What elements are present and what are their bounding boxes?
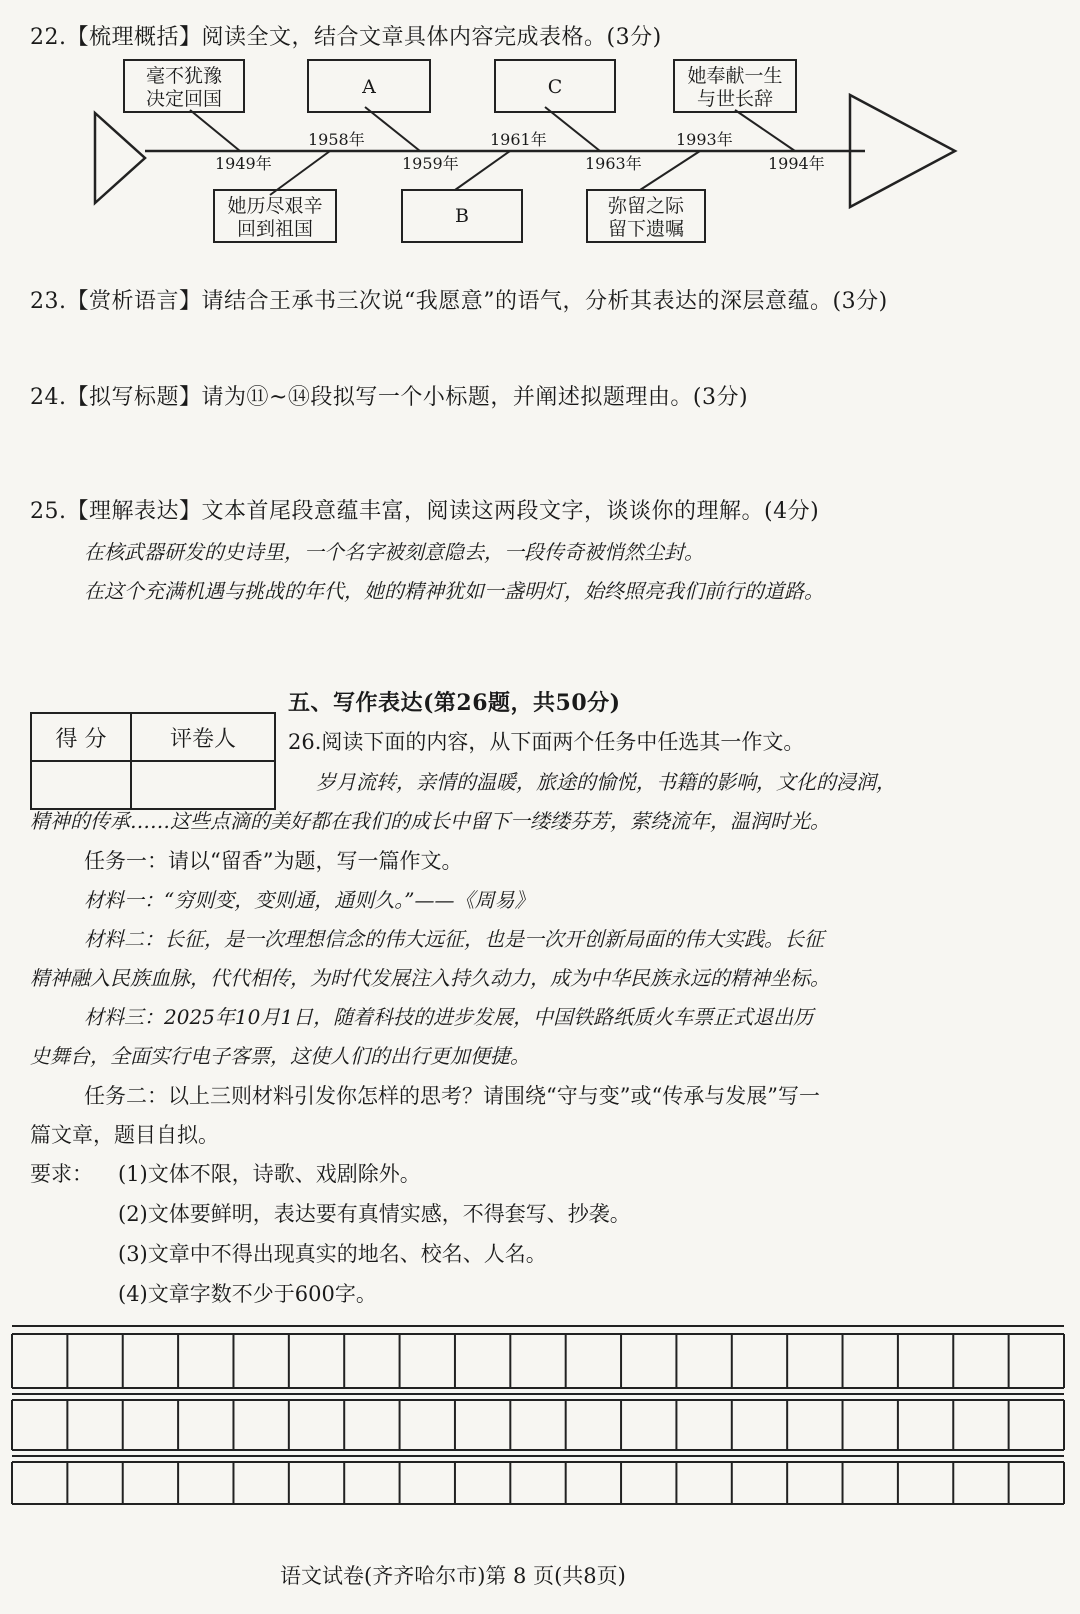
material3-line-2: 史舞台，全面实行电子客票，这使人们的出行更加便捷。 [30, 1044, 530, 1068]
task1: 任务一：请以“留香”为题，写一篇作文。 [84, 849, 463, 873]
para1-line-1: 岁月流转，亲情的温暖，旅途的愉悦，书籍的影响，文化的浸润， [316, 770, 896, 794]
q24-title: 24.【拟写标题】请为⑪~⑭段拟写一个小标题，并阐述拟题理由。(3分) [30, 385, 749, 410]
score-cell[interactable] [31, 761, 131, 809]
timeline-diagram [0, 55, 1080, 255]
box-7-line-2: 留下遗嘱 [607, 218, 685, 240]
box-b-label: B [455, 205, 469, 227]
box-1-line-1: 毫不犹豫 [145, 65, 223, 87]
box-c-label: C [547, 76, 563, 98]
connector-4 [735, 110, 795, 151]
timeline-right-arrow [850, 95, 955, 207]
box-1-line-2: 决定回国 [145, 88, 223, 110]
box-7-line-1: 弥留之际 [607, 195, 685, 217]
material2-line-1: 材料二：长征，是一次理想信念的伟大远征，也是一次开创新局面的伟大实践。长征 [84, 927, 824, 951]
grader-header: 评卷人 [131, 713, 275, 761]
material3-line-1: 材料三：2025年10月1日，随着科技的进步发展，中国铁路纸质火车票正式退出历 [84, 1005, 814, 1029]
task2-line-1: 任务二：以上三则材料引发你怎样的思考？请围绕“守与变”或“传承与发展”写一 [84, 1084, 820, 1108]
year-1959: 1959年 [402, 154, 459, 173]
requirement-3: (3)文章中不得出现真实的地名、校名、人名。 [118, 1242, 547, 1266]
grader-cell[interactable] [131, 761, 275, 809]
year-1993: 1993年 [676, 130, 733, 149]
box-5-line-2: 回到祖国 [236, 218, 314, 240]
requirements-label: 要求： [30, 1162, 93, 1186]
score-header: 得 分 [31, 713, 131, 761]
connector-7 [640, 151, 700, 190]
connector-6 [455, 151, 510, 190]
q23-title: 23.【赏析语言】请结合王承书三次说“我愿意”的语气，分析其表达的深层意蕴。(3分) [30, 289, 888, 314]
q25-line-2: 在这个充满机遇与挑战的年代，她的精神犹如一盏明灯，始终照亮我们前行的道路。 [84, 579, 824, 603]
year-1958: 1958年 [308, 130, 365, 149]
year-1949: 1949年 [215, 154, 272, 173]
year-1994: 1994年 [768, 154, 825, 173]
box-a-label: A [362, 76, 376, 98]
page-footer: 语文试卷(齐齐哈尔市)第 8 页(共8页) [280, 1564, 626, 1588]
year-1963: 1963年 [585, 154, 642, 173]
requirement-2: (2)文体要鲜明，表达要有真情实感，不得套写、抄袭。 [118, 1202, 631, 1226]
year-1961: 1961年 [490, 130, 547, 149]
timeline-left-arrow [95, 113, 145, 203]
material1: 材料一：“穷则变，变则通，通则久。”——《周易》 [84, 888, 535, 912]
box-4-line-1: 她奉献一生 [687, 65, 783, 87]
task2-line-2: 篇文章，题目自拟。 [30, 1123, 219, 1147]
q26-intro: 26.阅读下面的内容，从下面两个任务中任选其一作文。 [288, 730, 805, 754]
box-5-line-1: 她历尽艰辛 [227, 195, 323, 217]
section5-heading: 五、写作表达(第26题，共50分) [288, 690, 621, 716]
score-table [30, 712, 276, 810]
connector-1 [190, 110, 240, 151]
q25-title: 25.【理解表达】文本首尾段意蕴丰富，阅读这两段文字，谈谈你的理解。(4分) [30, 499, 820, 524]
material2-line-2: 精神融入民族血脉，代代相传，为时代发展注入持久动力，成为中华民族永远的精神坐标。 [30, 966, 830, 990]
q22-title: 22.【梳理概括】阅读全文，结合文章具体内容完成表格。(3分) [30, 25, 662, 50]
connector-5 [270, 151, 330, 195]
requirement-1: (1)文体不限，诗歌、戏剧除外。 [118, 1162, 421, 1186]
connector-2 [365, 107, 420, 151]
q25-line-1: 在核武器研发的史诗里，一个名字被刻意隐去，一段传奇被悄然尘封。 [84, 540, 704, 564]
writing-grid[interactable] [8, 1318, 1068, 1508]
requirement-4: (4)文章字数不少于600字。 [118, 1282, 377, 1306]
para1-line-2: 精神的传承……这些点滴的美好都在我们的成长中留下一缕缕芬芳，萦绕流年，温润时光。 [30, 809, 830, 833]
connector-3 [545, 107, 600, 151]
box-4-line-2: 与世长辞 [696, 88, 774, 110]
